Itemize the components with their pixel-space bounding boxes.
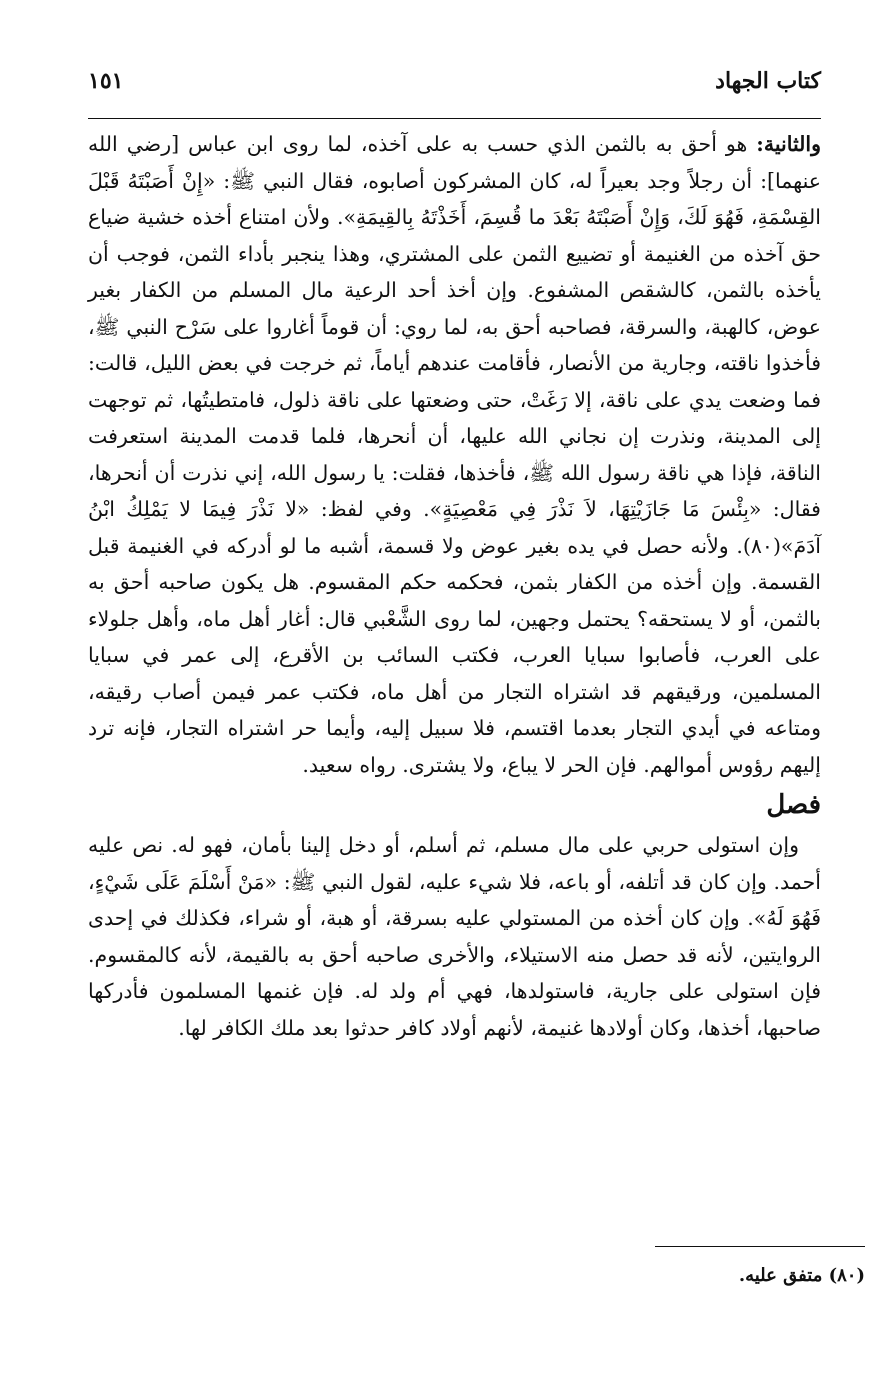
footnote-rule xyxy=(655,1246,865,1247)
footnote: (٨٠) متفق عليه. xyxy=(738,1265,865,1286)
paragraph-lead: والثانية: xyxy=(756,132,821,156)
paragraph-body: هو أحق به بالثمن الذي حسب به على آخذه، لما روى ابن عباس [رضي الله عنهما]: أن رجلاً وجد بعيراً له، كان المشركون أصابوه، فقال النبي ﷺ: «إِنْ أَصَبْتَهُ قَبْلَ القِسْمَةِ، فَهُوَ لَكَ، وَإِنْ أَصَبْتَهُ بَعْدَ ما قُسِمَ، أَخَذْتَهُ بِالقِيمَةِ». ولأن امتناع أخذه خشية ضياع حق آخذه من الغنيمة أو تضييع الثمن على المشتري، وهذا ينجبر بأداء الثمن، فوجب أن يأخذه بالثمن، كالشقص المشفوع. وإن أخذ أحد الرعية مال المسلم من الكفار بغير عوض، كالهبة، والسرقة، فصاحبه أحق به، لما روي: أن قوماً أغاروا على سَرْح النبي ﷺ، فأخذوا ناقته، وجارية من الأنصار، فأقامت عندهم أياماً، ثم خرجت في بعض الليل، قالت: فما وضعت يدي على ناقة، إلا رَغَتْ، حتى وضعتها على ناقة ذلول، فامتطيتُها، ثم توجهت إلى المدينة، ونذرت إن نجاني الله عليها، أن أنحرها، فلما قدمت المدينة استعرفت الناقة، فإذا هي ناقة رسول الله ﷺ، فأخذها، فقلت: يا رسول الله، إني نذرت أن أنحرها، فقال: «بِئْسَ مَا جَازَيْتِهَا، لاَ نَذْرَ فِي مَعْصِيَةٍ». وفي لفظ: «لا نَذْرَ فِيمَا لا يَمْلِكُ ابْنُ آدَمَ»(٨٠). ولأنه حصل في يده بغير عوض ولا قسمة، أشبه ما لو أدركه في الغنيمة قبل القسمة. وإن أخذه من الكفار بثمن، فحكمه حكم المقسوم. هل يكون صاحبه أحق به بالثمن، أو لا يستحقه؟ يحتمل وجهين، لما روى الشَّعْبي قال: أغار أهل ماه، وأهل جلولاء على العرب، فأصابوا سبايا العرب، فكتب السائب بن الأقرع، إلى عمر في سبايا المسلمين، ورقيقهم قد اشتراه التجار من أهل ماه، فكتب عمر فيمن أصاب رقيقه، ومتاعه في أيدي التجار بعدما اقتسم، فلا سبيل إليه، وأيما حر اشتراه التجار، فإنه ترد إليهم رؤوس أموالهم. فإن الحر لا يباع، ولا يشترى. رواه سعيد. xyxy=(88,132,821,777)
header-rule xyxy=(88,118,821,119)
paragraph-section: وإن استولى حربي على مال مسلم، ثم أسلم، أو دخل إلينا بأمان، فهو له. نص عليه أحمد. وإن كان قد أتلفه، أو باعه، فلا شيء عليه، لقول النبي ﷺ: «مَنْ أَسْلَمَ عَلَى شَيْءٍ، فَهُوَ لَهُ». وإن كان أخذه من المستولي عليه بسرقة، أو هبة، أو شراء، فكذلك في إحدى الروايتين، لأنه قد حصل منه الاستيلاء، والأخرى صاحبه أحق به بالقيمة، لأنه كالمقسوم. فإن استولى على جارية، فاستولدها، فهي أم ولد له. فإن غنمها المسلمون فأدركها صاحبها، أخذها، وكان أولادها غنيمة، لأنهم أولاد كافر حدثوا بعد ملك الكافر لها. xyxy=(88,833,821,1040)
page-number: ١٥١ xyxy=(88,68,124,94)
section-heading: فصل xyxy=(766,790,821,820)
paragraph-second-opinion xyxy=(88,126,821,783)
page-header xyxy=(88,62,821,112)
running-title: كتاب الجهاد xyxy=(715,68,821,94)
main-text xyxy=(88,126,821,1046)
